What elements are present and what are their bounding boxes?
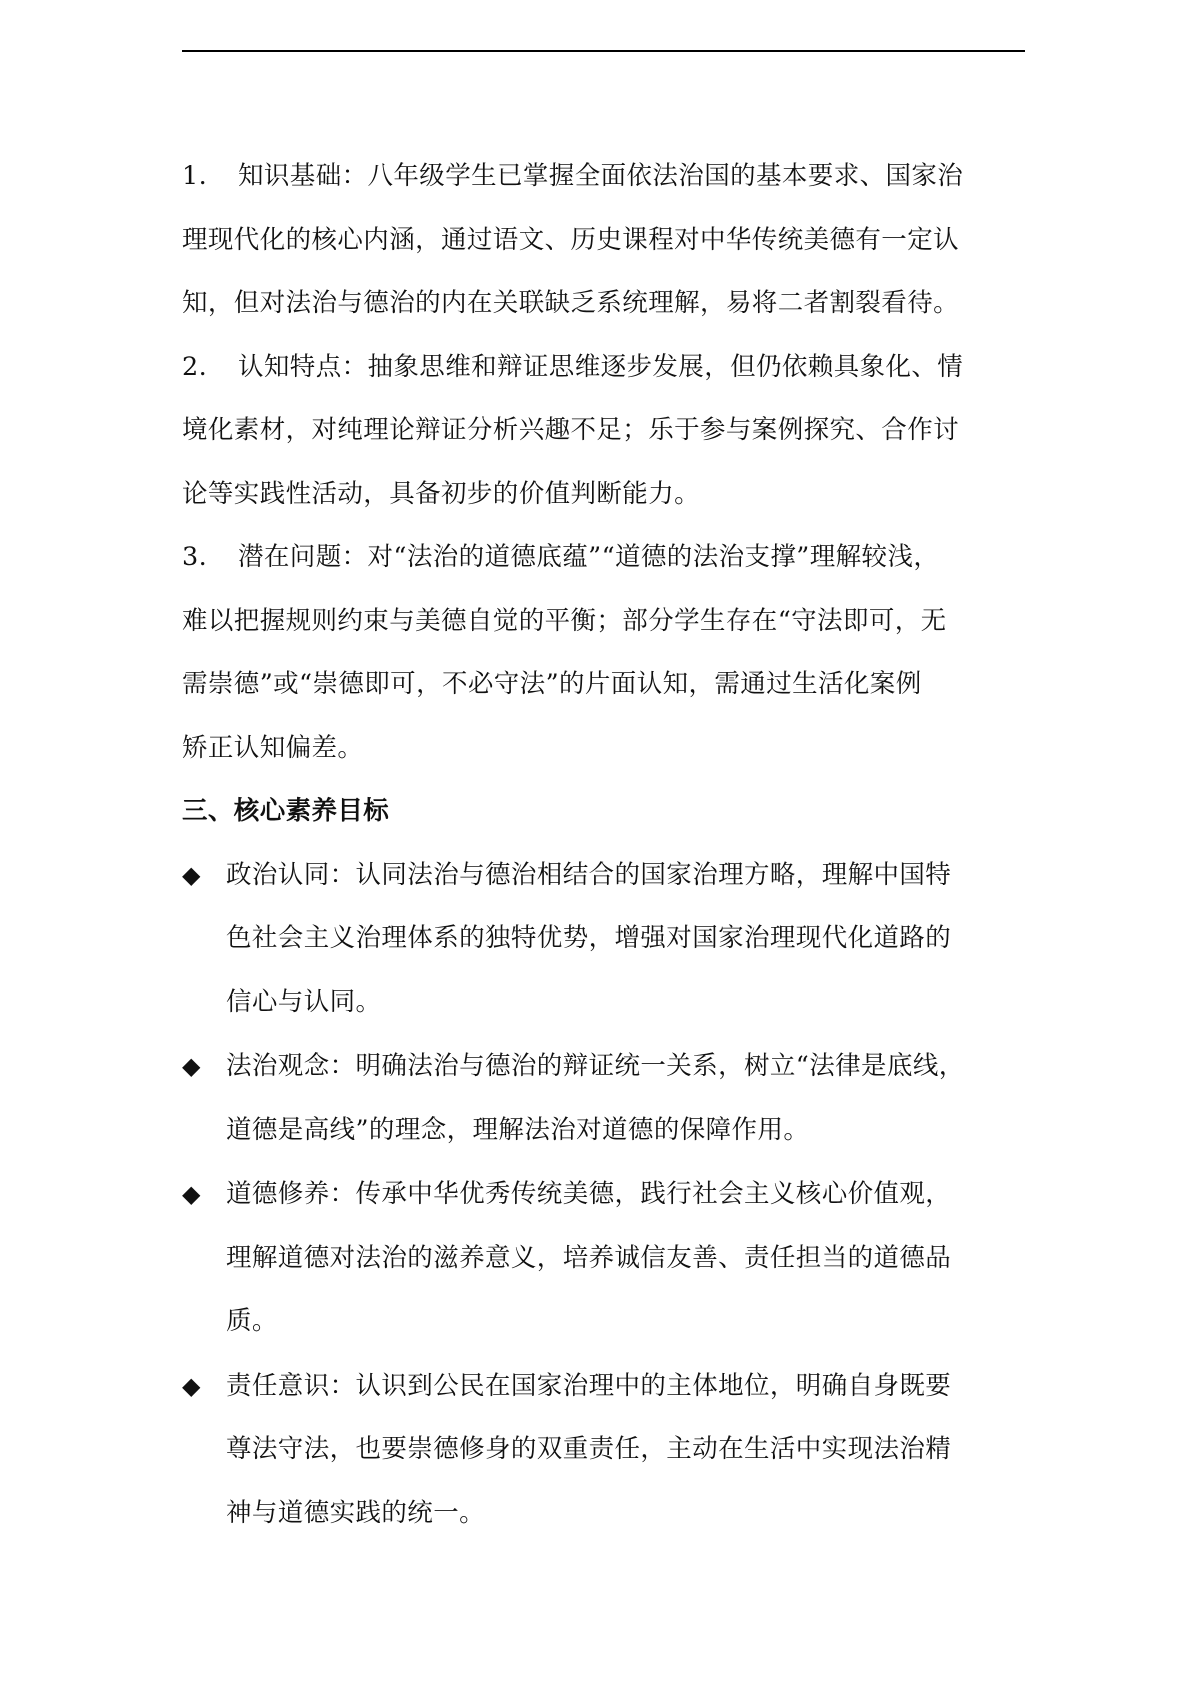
goal-political-identity [182,844,1032,1035]
paragraph-line: 矫正认知偏差。 [182,732,364,763]
paragraph-line: 知，但对法治与德治的内在关联缺乏系统理解，易将二者割裂看待。 [182,288,960,318]
paragraph-line: 论等实践性活动，具备初步的价值判断能力。 [182,478,701,509]
goal-line: 责任意识：认识到公民在国家治理中的主体地位，明确自身既要 [226,1370,952,1401]
goal-responsibility [182,1355,1032,1546]
paragraph-line: 难以把握规则约束与美德自觉的平衡；部分学生存在“守法即可，无 [182,605,947,636]
goal-line: 信心与认同。 [226,986,382,1017]
goal-line: 理解道德对法治的滋养意义，培养诚信友善、责任担当的道德品 [226,1242,952,1273]
paragraph-line: 需崇德”或“崇德即可，不必守法”的片面认知，需通过生活化案例 [182,669,922,699]
goal-moral-cultivation [182,1163,1032,1354]
paragraph-line: 1. 知识基础：八年级学生已掌握全面依法治国的基本要求、国家治 [182,145,1032,209]
goal-line: 色社会主义治理体系的独特优势，增强对国家治理现代化道路的 [226,923,952,953]
item-number: 1. [182,161,208,191]
diamond-bullet-icon: ◆ [182,1052,201,1080]
item-number: 2. [182,351,208,382]
goal-line: 政治认同：认同法治与德治相结合的国家治理方略，理解中国特 [226,859,952,890]
paragraph-line: 理现代化的核心内涵，通过语文、历史课程对中华传统美德有一定认 [182,224,960,255]
paragraph-line: 2. 认知特点：抽象思维和辩证思维逐步发展，但仍依赖具象化、情 [182,336,1032,400]
diamond-bullet-icon: ◆ [182,860,201,889]
header-rule [182,50,1025,52]
analysis-item-3 [182,526,1032,780]
goal-line: 法治观念：明确法治与德治的辩证统一关系，树立“法律是底线， [226,1051,965,1081]
goal-line: 质。 [226,1306,278,1336]
diamond-bullet-icon: ◆ [182,1180,201,1208]
goal-line: 道德是高线”的理念，理解法治对道德的保障作用。 [226,1114,810,1145]
analysis-item-2 [182,336,1032,527]
section-heading: 三、核心素养目标 [182,796,390,826]
document-body [182,145,1032,1546]
diamond-bullet-icon: ◆ [182,1371,201,1400]
item-number: 3. [182,542,208,572]
goal-line: 道德修养：传承中华优秀传统美德，践行社会主义核心价值观， [226,1179,952,1209]
goal-line: 尊法守法，也要崇德修身的双重责任，主动在生活中实现法治精 [226,1434,952,1464]
analysis-item-1 [182,145,1032,336]
goal-rule-of-law [182,1035,1032,1162]
paragraph-line: 3. 潜在问题：对“法治的道德底蕴”“道德的法治支撑”理解较浅， [182,526,1032,590]
goal-line: 神与道德实践的统一。 [226,1497,486,1528]
paragraph-line: 境化素材，对纯理论辩证分析兴趣不足；乐于参与案例探究、合作讨 [182,415,960,445]
